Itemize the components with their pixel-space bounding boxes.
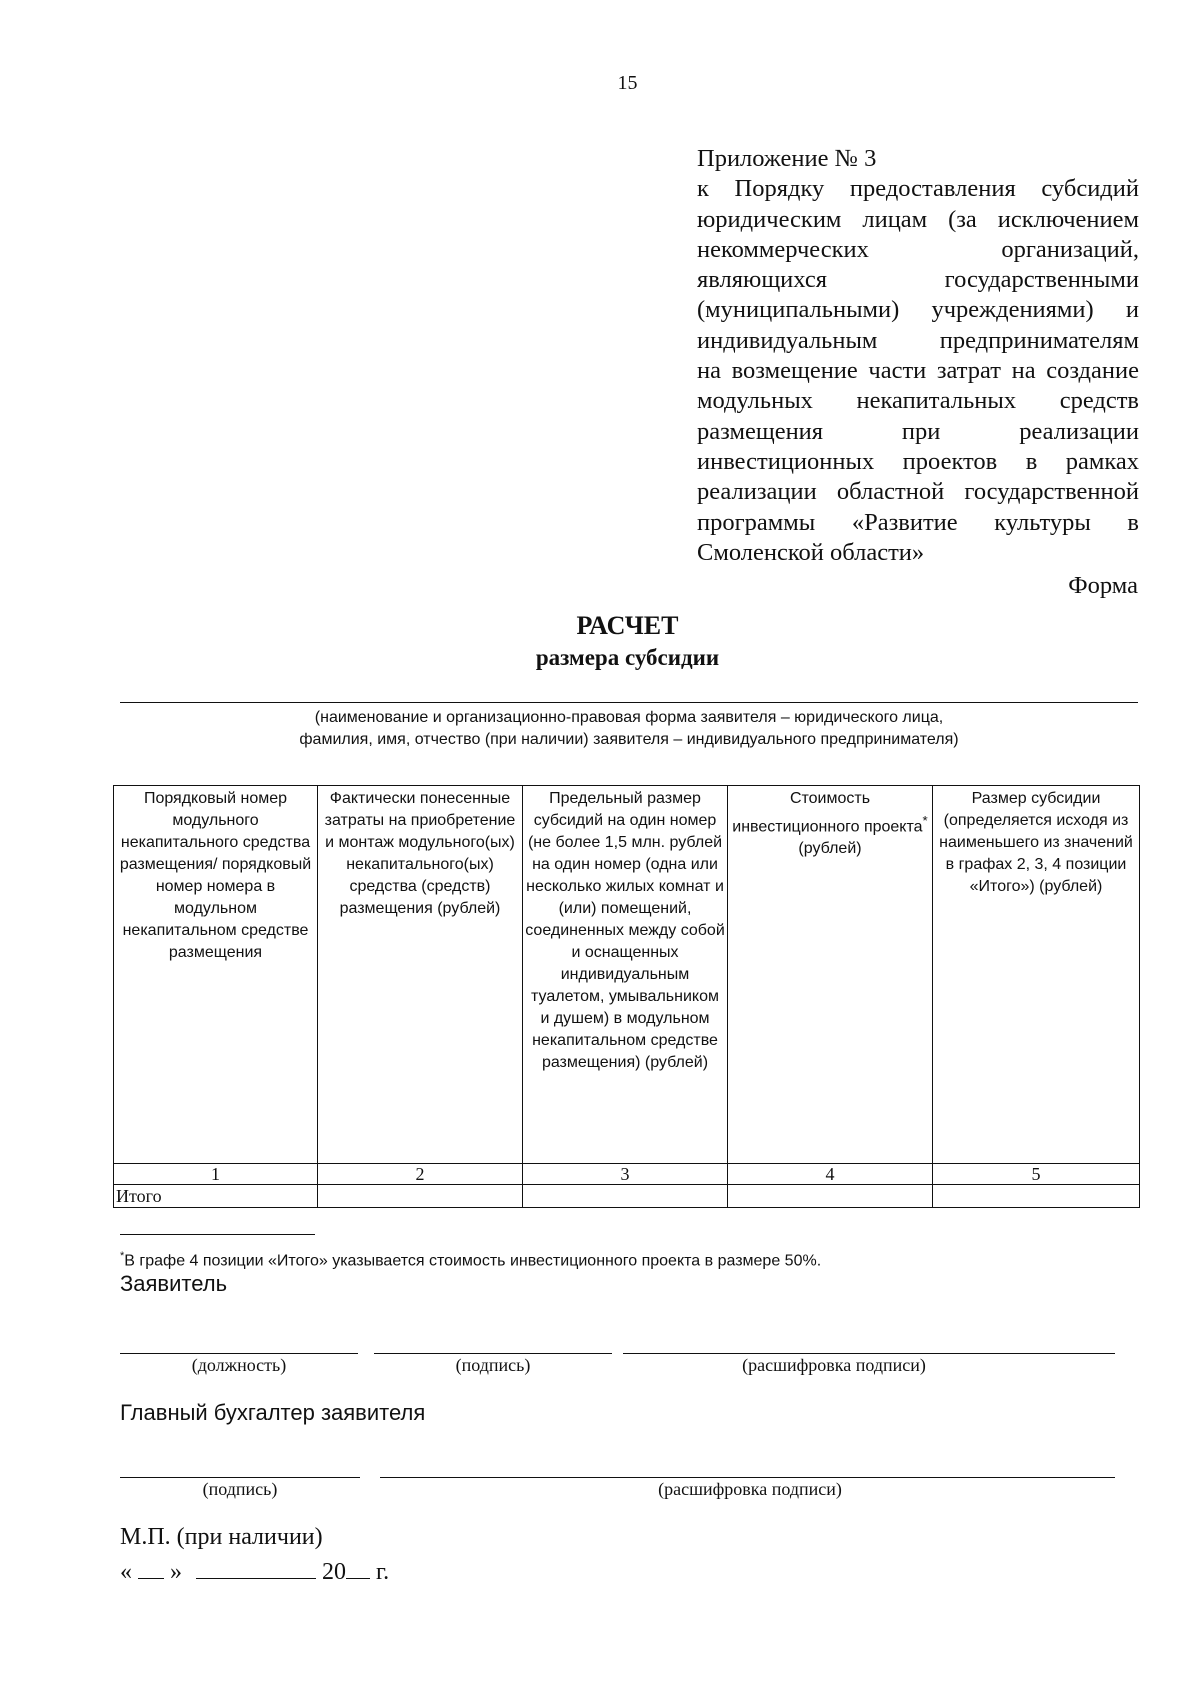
appendix-line: являющихся государственными	[697, 266, 1139, 294]
column-number: 5	[933, 1164, 1140, 1185]
date-open-quote: «	[120, 1559, 132, 1585]
applicant-name-line[interactable]	[120, 702, 1138, 703]
appendix-line: на возмещение части затрат на создание	[697, 357, 1139, 385]
footnote	[120, 1250, 821, 1270]
appendix-line: инвестиционных проектов в рамках	[697, 447, 1139, 475]
chief-decoding-caption: (расшифровка подписи)	[658, 1479, 842, 1499]
caption-line: (наименование и организационно-правовая форма заявителя – юридического лица,	[314, 709, 944, 726]
total-cell-2[interactable]	[318, 1185, 523, 1208]
total-cell-3[interactable]	[523, 1185, 728, 1208]
chief-signature-line[interactable]	[120, 1477, 360, 1478]
date-row	[120, 1558, 389, 1586]
footnote-divider	[120, 1234, 315, 1235]
chief-accountant-label: Главный бухгалтер заявителя	[120, 1400, 426, 1425]
stamp-label: М.П. (при наличии)	[120, 1524, 323, 1550]
applicant-name-caption	[120, 707, 1138, 751]
column-number-row	[114, 1164, 1140, 1185]
header-text: Стоимость инвестиционного проекта	[732, 790, 923, 836]
date-day-blank[interactable]	[138, 1558, 164, 1579]
appendix-block	[697, 144, 1139, 568]
date-year-suffix: г.	[376, 1559, 390, 1585]
appendix-line: программы «Развитие культуры в	[697, 508, 1139, 536]
date-close-quote: »	[170, 1559, 182, 1585]
caption-line: фамилия, имя, отчество (при наличии) заявителя – индивидуального предпринимателя)	[299, 731, 959, 748]
appendix-line: некоммерческих организаций,	[697, 235, 1139, 263]
appendix-line: размещения при реализации	[697, 417, 1139, 445]
column-header: Предельный размер субсидий на один номер (не более 1,5 млн. рублей на один номер (одна или несколько жилых комнат и (или) помещений, соединенных между собой и оснащенных индивидуальным туалетом, умывальником и душем) в модульном некапитальном средстве размещения) (рублей)	[523, 786, 728, 1164]
footnote-mark: *	[922, 813, 928, 828]
total-label: Итого	[114, 1185, 318, 1208]
applicant-decoding-line[interactable]	[623, 1353, 1115, 1354]
date-month-blank[interactable]	[196, 1558, 316, 1579]
date-year-blank[interactable]	[346, 1558, 370, 1579]
footnote-mark: *	[120, 1250, 125, 1262]
document-title: РАСЧЕТ	[576, 611, 679, 640]
appendix-line: Смоленской области»	[697, 538, 925, 566]
column-header: Размер субсидии (определяется исходя из наименьшего из значений в графах 2, 3, 4 позиции «Итого») (рублей)	[933, 786, 1140, 1164]
total-row	[114, 1185, 1140, 1208]
column-number: 1	[114, 1164, 318, 1185]
appendix-line: юридическим лицам (за исключением	[697, 205, 1139, 233]
total-cell-5[interactable]	[933, 1185, 1140, 1208]
appendix-line: к Порядку предоставления субсидий	[697, 175, 1139, 203]
signature-caption: (подпись)	[455, 1355, 531, 1375]
calculation-table	[113, 785, 1140, 1208]
appendix-line: Приложение № 3	[697, 145, 877, 172]
appendix-line: реализации областной государственной	[697, 478, 1139, 506]
appendix-line: модульных некапитальных средств	[697, 387, 1139, 415]
date-year-prefix: 20	[322, 1559, 346, 1585]
document-subtitle: размера субсидии	[535, 645, 720, 670]
column-number: 2	[318, 1164, 523, 1185]
column-header: Порядковый номер модульного некапитального средства размещения/ порядковый номер номера в модульном некапитальном средстве размещения	[114, 786, 318, 1164]
table-header-row	[114, 786, 1140, 1164]
column-number: 4	[728, 1164, 933, 1185]
position-caption: (должность)	[191, 1355, 287, 1375]
total-cell-4[interactable]	[728, 1185, 933, 1208]
form-label: Форма	[1068, 572, 1138, 599]
column-header	[728, 786, 933, 1164]
column-header: Фактически понесенные затраты на приобретение и монтаж модульного(ых) некапитального(ых) средства (средств) размещения (рублей)	[318, 786, 523, 1164]
column-number: 3	[523, 1164, 728, 1185]
header-text-unit: (рублей)	[798, 840, 862, 858]
appendix-line: (муниципальными) учреждениями) и	[697, 296, 1139, 324]
applicant-position-line[interactable]	[120, 1353, 358, 1354]
chief-signature-caption: (подпись)	[202, 1479, 278, 1499]
applicant-label: Заявитель	[120, 1271, 228, 1296]
appendix-line: индивидуальным предпринимателям	[697, 326, 1139, 354]
chief-decoding-line[interactable]	[380, 1477, 1115, 1478]
footnote-text: В графе 4 позиции «Итого» указывается стоимость инвестиционного проекта в размере 50%.	[124, 1252, 822, 1270]
decoding-caption: (расшифровка подписи)	[742, 1355, 926, 1375]
page-number: 15	[617, 72, 638, 94]
applicant-signature-line[interactable]	[374, 1353, 612, 1354]
